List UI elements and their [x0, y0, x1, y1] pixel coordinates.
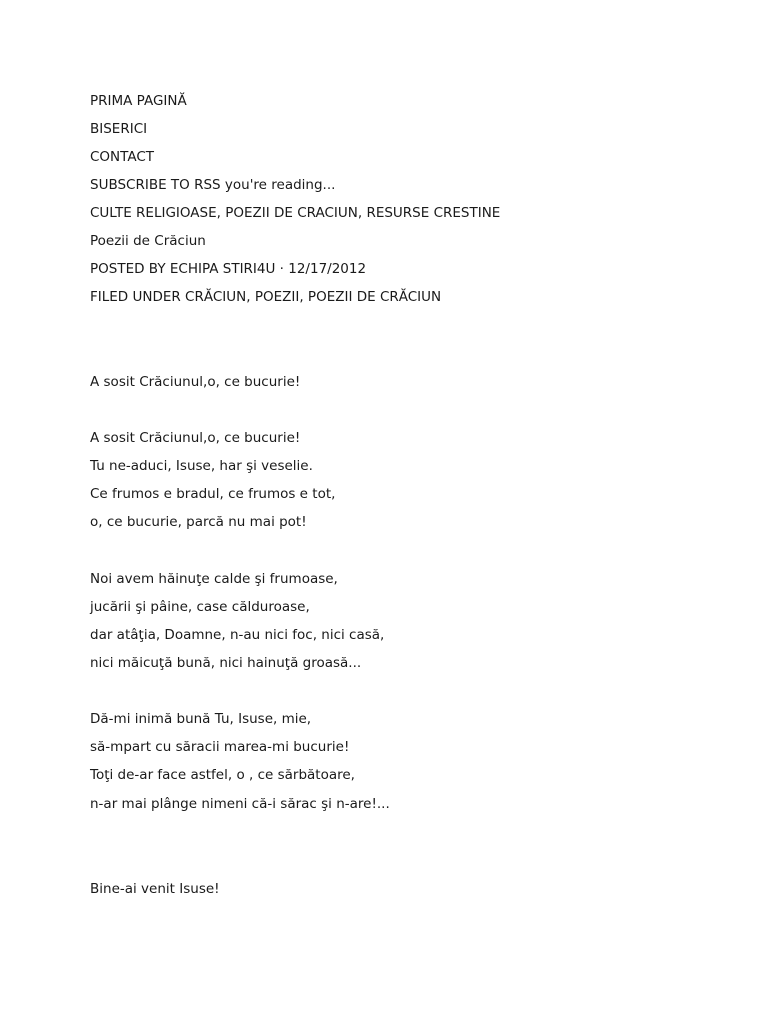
post-title: Poezii de Crăciun	[90, 233, 206, 249]
poem-line: A sosit Crăciunul,o, ce bucurie!	[90, 430, 301, 446]
poem-line: Tu ne-aduci, Isuse, har şi veselie.	[90, 458, 313, 474]
post-categories[interactable]: CULTE RELIGIOASE, POEZII DE CRACIUN, RESURSE CRESTINE	[90, 205, 501, 221]
poem-line: jucării şi pâine, case călduroase,	[90, 599, 310, 615]
subscribe-rss-link[interactable]: SUBSCRIBE TO RSS you're reading...	[90, 177, 336, 193]
nav-link-contact[interactable]: CONTACT	[90, 149, 155, 165]
poem-line: o, ce bucurie, parcă nu mai pot!	[90, 514, 307, 530]
poem-line: să-mpart cu săracii marea-mi bucurie!	[90, 739, 350, 755]
nav-link-churches[interactable]: BISERICI	[90, 121, 148, 137]
post-byline: POSTED BY ECHIPA STIRI4U · 12/17/2012	[90, 261, 367, 277]
post-filed-under: FILED UNDER CRĂCIUN, POEZII, POEZII DE CRĂCIUN	[90, 289, 442, 305]
poem-line: nici măicuţă bună, nici hainuţă groasă...	[90, 655, 362, 671]
nav-link-home[interactable]: PRIMA PAGINĂ	[90, 93, 187, 109]
poem-line: Ce frumos e bradul, ce frumos e tot,	[90, 486, 336, 502]
poem-line: n-ar mai plânge nimeni că-i sărac şi n-are!...	[90, 796, 390, 812]
poem-title: Bine-ai venit Isuse!	[90, 881, 220, 897]
poem-line: Dă-mi inimă bună Tu, Isuse, mie,	[90, 711, 312, 727]
poem-title: A sosit Crăciunul,o, ce bucurie!	[90, 374, 301, 390]
poem-line: dar atâţia, Doamne, n-au nici foc, nici casă,	[90, 627, 385, 643]
poem-line: Toţi de-ar face astfel, o , ce sărbătoare,	[90, 767, 355, 783]
poem-line: Noi avem hăinuţe calde şi frumoase,	[90, 571, 338, 587]
